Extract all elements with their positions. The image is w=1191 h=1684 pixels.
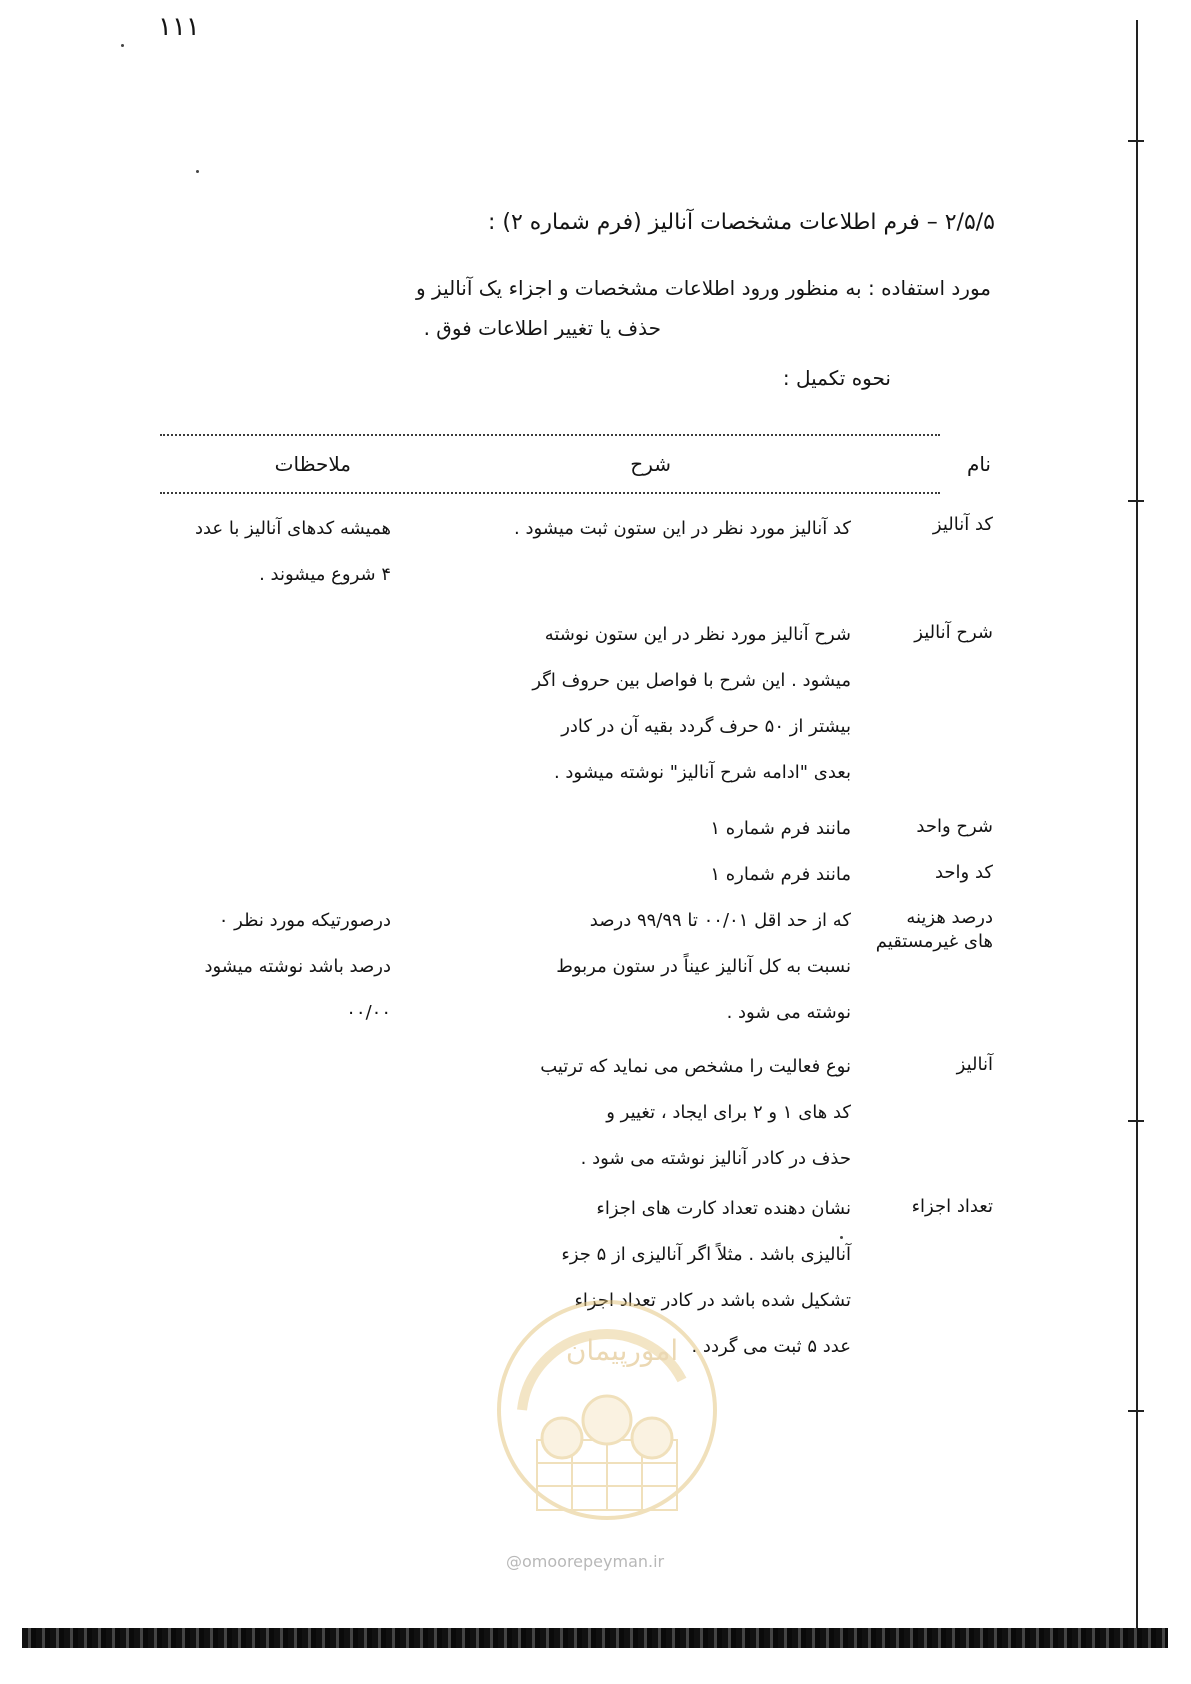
table-top-rule — [160, 434, 940, 436]
fill-instructions-label: نحوه تکمیل : — [782, 366, 891, 390]
usage-line: حذف یا تغییر اطلاعات فوق . — [423, 316, 661, 340]
row-description — [391, 506, 851, 552]
binding-tick — [1128, 500, 1144, 502]
scan-speck — [196, 170, 199, 173]
description-line: تشکیل شده باشد در کادر تعداد اجزاء — [574, 1290, 851, 1311]
watermark-logo-text: امورپیمان — [565, 1334, 679, 1367]
note-line: همیشه کدهای آنالیز با عدد — [194, 518, 391, 539]
note-line: درصورتیکه مورد نظر ۰ — [218, 910, 391, 931]
row-description — [391, 612, 851, 796]
description-line: نشان دهنده تعداد کارت های اجزاء — [596, 1198, 851, 1219]
watermark-logo — [492, 1290, 722, 1550]
description-line: بیشتر از ۵۰ حرف گردد بقیه آن در کادر — [561, 716, 851, 737]
description-line: که از حد اقل ۰۰/۰۱ تا ۹۹/۹۹ درصد — [589, 910, 851, 931]
description-line: حذف در کادر آنالیز نوشته می شود . — [580, 1148, 851, 1169]
row-description — [391, 898, 851, 1036]
usage-line: مورد استفاده : به منظور ورود اطلاعات مشخصات و اجزاء یک آنالیز و — [416, 276, 991, 300]
section-heading: ۲/۵/۵ – فرم اطلاعات مشخصات آنالیز (فرم شماره ۲) : — [487, 210, 995, 235]
row-name: درصد هزینه های غیرمستقیم — [875, 907, 993, 952]
header-notes: ملاحظات — [274, 452, 351, 476]
watermark-site: @omoorepeyman.ir — [506, 1552, 665, 1571]
table-header-rule — [160, 492, 940, 494]
description-line: نوع فعالیت را مشخص می نماید که ترتیب — [540, 1056, 851, 1077]
note-line: ۰۰/۰۰ — [346, 1002, 391, 1023]
description-line: عدد ۵ ثبت می گردد . — [691, 1336, 851, 1357]
header-name: نام — [966, 452, 991, 476]
description-line: آنالیزی باشد . مثلاً اگر آنالیزی از ۵ جزء — [561, 1244, 851, 1265]
scan-edge-bar — [22, 1628, 1168, 1648]
note-line: ۴ شروع میشوند . — [259, 564, 391, 585]
header-description: شرح — [630, 452, 671, 476]
usage-text — [91, 268, 991, 348]
description-line: کد آنالیز مورد نظر در این ستون ثبت میشود . — [514, 518, 851, 539]
row-note — [91, 506, 391, 598]
description-line: نسبت به کل آنالیز عیناً در ستون مربوط — [556, 956, 851, 977]
row-description — [391, 852, 851, 898]
binding-tick — [1128, 140, 1144, 142]
description-line: نوشته می شود . — [726, 1002, 851, 1023]
row-description — [391, 1044, 851, 1182]
description-line: کد های ۱ و ۲ برای ایجاد ، تغییر و — [606, 1102, 851, 1123]
row-name: شرح آنالیز — [914, 622, 993, 643]
binding-tick — [1128, 1120, 1144, 1122]
row-name: تعداد اجزاء — [911, 1196, 993, 1217]
description-line: مانند فرم شماره ۱ — [710, 864, 851, 885]
description-line: مانند فرم شماره ۱ — [710, 818, 851, 839]
description-line: میشود . این شرح با فواصل بین حروف اگر — [532, 670, 851, 691]
row-name: شرح واحد — [916, 816, 993, 837]
row-note — [91, 898, 391, 1036]
scan-speck — [121, 44, 124, 47]
row-name: کد واحد — [934, 862, 993, 883]
page-number: ۱۱۱ — [158, 12, 200, 42]
note-line: درصد باشد نوشته میشود — [204, 956, 391, 977]
description-line: شرح آنالیز مورد نظر در این ستون نوشته — [544, 624, 851, 645]
binding-tick — [1128, 1410, 1144, 1412]
row-description — [391, 806, 851, 852]
binding-line — [1136, 20, 1138, 1630]
row-name: کد آنالیز — [932, 514, 993, 535]
row-name: آنالیز — [956, 1054, 993, 1075]
description-line: بعدی "ادامه شرح آنالیز" نوشته میشود . — [553, 762, 851, 783]
